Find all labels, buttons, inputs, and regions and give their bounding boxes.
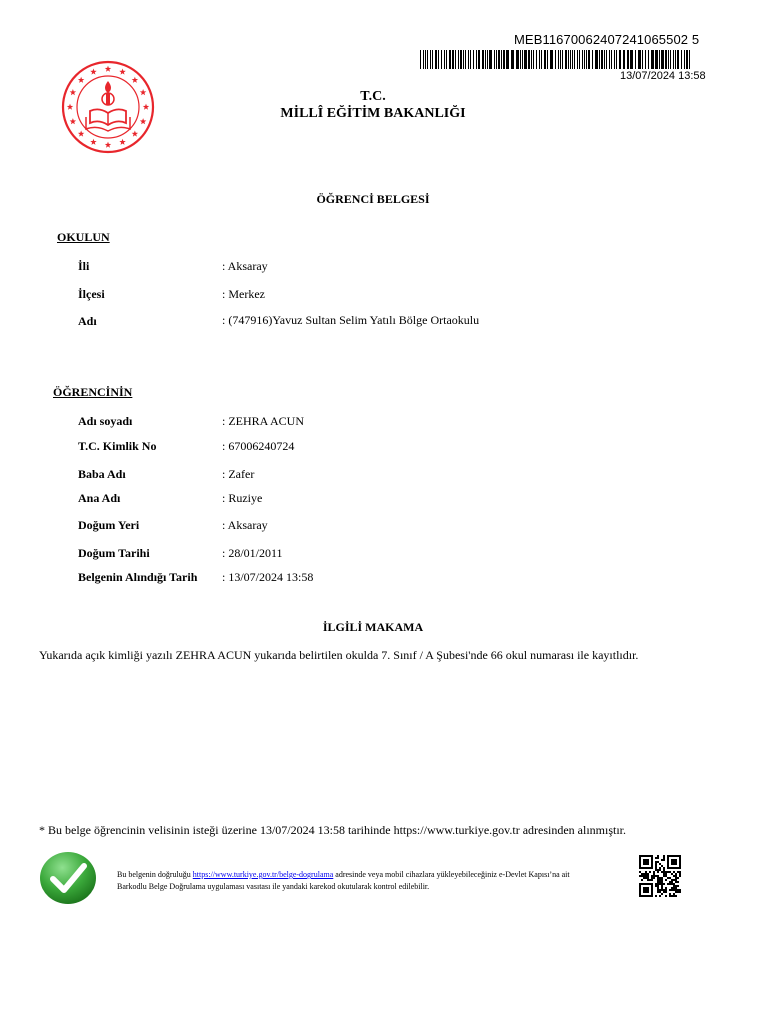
verification-prefix: Bu belgenin doğruluğu: [117, 870, 193, 879]
check-icon: [38, 850, 98, 906]
id-no-label: T.C. Kimlik No: [78, 439, 157, 453]
document-code: MEB11670062407241065502 5: [514, 32, 700, 47]
full-name-value: : ZEHRA ACUN: [222, 414, 305, 428]
id-no-value: : 67006240724: [222, 439, 295, 453]
verification-suffix: adresinde veya mobil cihazlara yükleyebileceğiniz e-Devlet Kapısı’na ait Barkodlu Belge Doğrulama uygulaması vasıtası ile yandaki karekod okutularak kontrol edilebilir.: [117, 870, 570, 891]
issue-date-value: : 13/07/2024 13:58: [222, 570, 314, 584]
school-name-value: : (747916)Yavuz Sultan Selim Yatılı Bölge Ortaokulu: [222, 313, 480, 327]
birth-place-label: Doğum Yeri: [78, 518, 140, 532]
full-name-label: Adı soyadı: [78, 414, 133, 428]
birth-date-label: Doğum Tarihi: [78, 546, 150, 560]
document-timestamp: 13/07/2024 13:58: [620, 70, 706, 82]
addressee-heading: İLGİLİ MAKAMA: [322, 620, 424, 634]
father-name-label: Baba Adı: [78, 467, 126, 481]
student-section-title: ÖĞRENCİNİN: [53, 385, 133, 399]
province-value: : Aksaray: [222, 259, 268, 273]
ministry-heading: MİLLÎ EĞİTİM BAKANLIĞI: [280, 106, 466, 121]
certificate-body: Yukarıda açık kimliği yazılı ZEHRA ACUN yukarıda belirtilen okulda 7. Sınıf / A Şubesi'nde 66 okul numarası ile kayıtlıdır.: [39, 648, 639, 662]
footnote: * Bu belge öğrencinin velisinin isteği üzerine 13/07/2024 13:58 tarihinde https://www.turkiye.gov.tr adresinden alınmıştır.: [39, 823, 627, 837]
qr-code: [639, 855, 681, 897]
document-title: ÖĞRENCİ BELGESİ: [316, 192, 430, 206]
country-heading: T.C.: [360, 89, 386, 104]
district-value: : Merkez: [222, 287, 265, 301]
school-name-label: Adı: [78, 314, 97, 328]
father-name-value: : Zafer: [222, 467, 255, 481]
district-label: İlçesi: [78, 287, 105, 301]
issue-date-label: Belgenin Alındığı Tarih: [78, 570, 198, 584]
birth-place-value: : Aksaray: [222, 518, 268, 532]
verification-link[interactable]: https://www.turkiye.gov.tr/belge-dogrulama: [192, 870, 334, 879]
school-section-title: OKULUN: [57, 230, 110, 244]
barcode: [420, 50, 694, 69]
mother-name-value: : Ruziye: [222, 491, 263, 505]
mother-name-label: Ana Adı: [78, 491, 121, 505]
province-label: İli: [78, 259, 90, 273]
birth-date-value: : 28/01/2011: [222, 546, 283, 560]
verification-text: [117, 869, 587, 893]
